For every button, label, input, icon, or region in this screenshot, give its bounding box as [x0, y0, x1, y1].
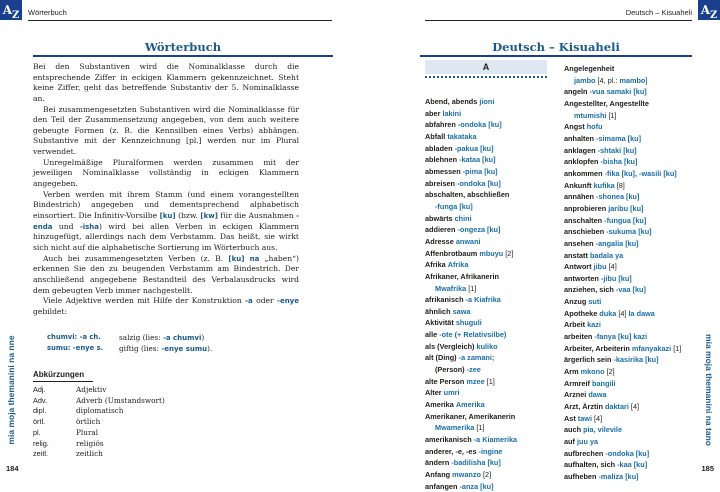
- side-tab-text: mia moja themanini na nne: [6, 335, 16, 445]
- swahili-translation: mwanzo: [452, 470, 481, 479]
- example-row: [47, 344, 212, 355]
- swahili-translation: Amerika: [455, 400, 485, 410]
- dictionary-entry: [425, 376, 561, 388]
- dictionary-entry: [564, 168, 690, 180]
- abbreviation-value: zeitlich: [76, 449, 103, 459]
- page-title: Wörterbuch: [144, 40, 222, 54]
- noun-class: [1]: [476, 423, 485, 433]
- swahili-translation: takataka: [447, 131, 477, 141]
- noun-class: [4]: [630, 402, 640, 412]
- dictionary-entry: [564, 343, 690, 355]
- example-gloss: giftig (lies: -enye sumu).: [119, 343, 213, 353]
- german-headword: abreisen: [425, 178, 456, 188]
- swahili-translation: -kataa [ku]: [459, 155, 496, 165]
- abbreviation-row: [33, 428, 165, 439]
- dictionary-entry: [425, 387, 561, 399]
- dictionary-entry: [425, 399, 561, 411]
- noun-class: [2]: [606, 367, 615, 377]
- german-headword: Ankunft: [564, 180, 592, 190]
- dictionary-entry: [564, 471, 690, 483]
- swahili-translation: dawa: [588, 390, 607, 400]
- swahili-translation: sawa: [452, 306, 471, 316]
- example-gloss: salzig (lies: -a chumvi): [119, 333, 205, 342]
- german-headword: Afrikaner, Afrikanerin: [425, 271, 499, 281]
- abbreviation-row: [33, 385, 165, 396]
- intro-paragraph: Verben werden mit ihrem Stamm (und einem vorangestellten Bindestrich) angegeben und dementsprechend alphabetisch einsortiert. Die Infinitiv-Vorsilbe [ku] (bzw. [kw] für die Ausnahmen -enda und -isha) wird bei allen Verben in eckigen Klammern hinzugefügt, allerdings nach dem Verbstamm. Das heißt, sie wirkt sich nicht auf die alphabetische Sortierung im Wörterbuch aus.: [33, 189, 299, 252]
- abbreviation-value: örtlich: [76, 417, 101, 427]
- swahili-translation: badala ya: [589, 250, 624, 260]
- swahili-translation: mzee: [466, 376, 485, 386]
- dictionary-entry: [564, 121, 690, 133]
- noun-class: [2]: [483, 470, 492, 479]
- intro-paragraph: Viele Adjektive werden mit Hilfe der Konstruktion -a oder -enye gebildet:: [33, 296, 299, 317]
- swahili-translation: -zee: [466, 365, 481, 375]
- intro-paragraph: Bei zusammengesetzten Substantiven wird die Nominalklasse für den Teil der Zusammensetzung angegeben, von dem auch weitere gebeugte Formen (z. B. die Kennsilben eines Verbs) abhängen. Substantive mit der Kennzeichnung [pl.] werden nur im Plural verwendet.: [33, 104, 299, 156]
- german-headword: Adresse: [425, 236, 454, 246]
- dictionary-entry: [564, 296, 690, 308]
- dictionary-entry: [564, 156, 690, 168]
- abbreviations-heading: Abkürzungen: [33, 370, 85, 379]
- dictionary-entry: [425, 434, 561, 446]
- dictionary-entry: [425, 283, 561, 295]
- german-headword: aber: [425, 108, 441, 118]
- swahili-translation: -anza [ku]: [459, 481, 494, 491]
- swahili-translation: -ondoka [ku]: [457, 120, 502, 130]
- page-title: Deutsch – Kisuaheli: [492, 40, 620, 54]
- german-headword: abwärts: [425, 213, 453, 223]
- intro-paragraph: Auch bei zusammengesetzten Verben (z. B. [ku] na „haben“) erkennen Sie den zu beugenden Verbstamm am Bindestrich. Der anschließend angegebene Bestandteil des Verbalausdrucks wird dem gebeugten Verb immer nachgestellt.: [33, 253, 299, 295]
- swahili-translation: -badilisha [ku]: [451, 458, 501, 468]
- german-headword: ankommen: [564, 168, 603, 178]
- swahili-translation: mbuyu: [479, 248, 504, 258]
- dictionary-entry: [564, 273, 690, 285]
- noun-class: [4]: [594, 413, 603, 423]
- dictionary-entry: [425, 131, 561, 143]
- abbreviations-rule: [33, 381, 93, 382]
- swahili-keyword: -enye: [277, 297, 299, 306]
- swahili-translation: -sukuma [ku]: [606, 227, 652, 237]
- az-logo: [0, 0, 22, 20]
- german-headword: Arznei: [564, 390, 587, 400]
- german-headword: Aktivität: [425, 318, 454, 328]
- example-term: chumvi: -a ch.: [47, 333, 101, 341]
- dictionary-entry: [425, 248, 561, 260]
- dictionary-entry: [564, 331, 690, 343]
- swahili-translation: -shonea [ku]: [596, 192, 640, 202]
- german-headword: annähen: [564, 192, 595, 202]
- german-headword: aufbrechen: [564, 448, 604, 458]
- abbreviation-key: Adv.: [33, 395, 48, 405]
- german-headword: alt (Ding): [425, 353, 457, 363]
- section-letter: A: [425, 60, 547, 74]
- dictionary-entry: [564, 226, 690, 238]
- swahili-translation: -ondoka [ku]: [605, 448, 650, 458]
- running-head: Wörterbuch: [28, 8, 67, 17]
- intro-paragraph: Unregelmäßige Pluralformen werden zusammen mit der jeweiligen Nominalklasse vollständig in eckigen Klammern angegeben.: [33, 157, 299, 188]
- german-headword: abladen: [425, 143, 453, 153]
- abbreviation-key: örtl.: [33, 417, 46, 427]
- german-headword: auch: [564, 425, 582, 435]
- german-headword: Alter: [425, 388, 442, 398]
- abbreviation-row: [33, 439, 165, 450]
- running-head: Deutsch – Kisuaheli: [625, 8, 692, 17]
- german-headword: anschieben: [564, 227, 605, 237]
- german-headword: abmessen: [425, 166, 461, 176]
- swahili-keyword: -a chumvi: [162, 334, 202, 342]
- dictionary-entry: [564, 389, 690, 401]
- german-headword: afrikanisch: [425, 295, 464, 305]
- noun-class: [1]: [486, 376, 495, 386]
- german-headword: anprobieren: [564, 203, 607, 213]
- german-headword: anstatt: [564, 250, 588, 260]
- section-dotted-rule: [425, 76, 547, 78]
- swahili-translation: kuliko: [476, 341, 498, 351]
- swahili-translation: -pakua [ku]: [454, 143, 494, 153]
- swahili-keyword: [ku] na: [228, 254, 260, 263]
- german-headword: Arbeit: [564, 320, 586, 330]
- german-headword: Abend, abends: [425, 97, 478, 106]
- abbreviation-key: dipl.: [33, 406, 47, 416]
- dictionary-entry: [425, 352, 561, 364]
- swahili-translation: -fungua [ku]: [604, 215, 647, 225]
- logo-letter-a: A: [700, 3, 710, 17]
- swahili-translation: shuguli: [455, 318, 482, 328]
- swahili-translation: -fanya [ku] kazi: [594, 332, 648, 342]
- swahili-translation: suti: [588, 297, 602, 307]
- dictionary-entry: [564, 284, 690, 296]
- example-row: [47, 333, 212, 344]
- swahili-translation: bangili: [591, 378, 616, 388]
- abbreviation-value: Adjektiv: [76, 385, 107, 394]
- noun-class: [2]: [505, 248, 514, 258]
- dictionary-entry: [564, 424, 690, 436]
- dictionary-entry: [564, 238, 690, 250]
- adjective-examples: [47, 333, 212, 354]
- german-headword: Angst: [564, 122, 585, 132]
- page-number: 185: [701, 464, 714, 473]
- german-headword: Armreif: [564, 378, 590, 388]
- dictionary-entry: [564, 354, 690, 366]
- dictionary-entry: [425, 154, 561, 166]
- swahili-translation: -a Kiamerika: [473, 435, 518, 445]
- dictionary-entry: [564, 308, 690, 320]
- dictionary-entry: [564, 250, 690, 262]
- german-headword: Anfang: [425, 470, 451, 479]
- dictionary-entry: [425, 306, 561, 318]
- swahili-translation: -ote (+ Relativsilbe): [439, 330, 507, 340]
- noun-class: [8]: [616, 180, 625, 190]
- swahili-translation: Mwafrika: [435, 283, 467, 293]
- dictionary-entry: [564, 413, 690, 425]
- swahili-translation: mkono: [580, 367, 605, 377]
- abbreviation-value: religiös: [76, 438, 104, 448]
- swahili-translation: kufika: [593, 180, 615, 190]
- dictionary-column-1: [425, 96, 561, 492]
- page-number: 184: [6, 464, 19, 473]
- noun-class: [4]: [618, 308, 627, 318]
- swahili-translation: kazi: [587, 320, 601, 330]
- swahili-translation: jioni: [479, 97, 495, 106]
- german-qualifier: (Person): [435, 365, 465, 375]
- dictionary-entry: [564, 261, 690, 273]
- dictionary-entry: [564, 448, 690, 460]
- dictionary-entry: [425, 294, 561, 306]
- swahili-translation: mtumishi: [574, 110, 607, 120]
- german-headword: anziehen, sich: [564, 285, 614, 295]
- dictionary-entry: [425, 259, 561, 271]
- dictionary-entry: [564, 319, 690, 331]
- swahili-translation: -shtaki [ku]: [597, 145, 637, 155]
- dictionary-entry: [425, 143, 561, 155]
- dictionary-entry: [564, 86, 690, 98]
- dictionary-column-2: [564, 63, 690, 483]
- dictionary-entry: [564, 110, 690, 122]
- swahili-translation: -a Kiafrika: [465, 295, 501, 305]
- intro-paragraph: Bei den Substantiven wird die Nominalklasse durch die entsprechende Ziffer in eckigen Klammern gekennzeichnet. Steht keine Ziffer, geht das betreffende Substantiv der 5. Nominalklasse an.: [33, 62, 299, 103]
- dictionary-entry: [425, 469, 561, 481]
- noun-class: ]: [645, 75, 648, 85]
- swahili-translation: -kaa [ku]: [617, 460, 648, 470]
- header-rule: [28, 20, 332, 21]
- swahili-translation: mambo: [619, 75, 646, 85]
- abbreviation-key: relig.: [33, 438, 49, 448]
- german-headword: als (Vergleich): [425, 341, 475, 351]
- swahili-keyword: [kw]: [200, 211, 218, 220]
- german-headword: Arzt, Ärztin: [564, 402, 603, 412]
- german-headword: anklagen: [564, 145, 596, 155]
- swahili-keyword: [ku]: [159, 211, 176, 220]
- german-headword: Amerika: [425, 400, 454, 410]
- left-page: [0, 0, 360, 475]
- swahili-translation: chini: [454, 213, 472, 223]
- abbreviation-row: [33, 406, 165, 417]
- swahili-translation: -ondoka [ku]: [457, 178, 501, 188]
- swahili-translation: lakini: [442, 108, 462, 118]
- german-headword: Arm: [564, 367, 579, 377]
- abbreviation-key: pl.: [33, 427, 41, 437]
- dictionary-entry: [425, 119, 561, 131]
- dictionary-entry: [564, 63, 690, 75]
- german-headword: angeln: [564, 87, 588, 97]
- dictionary-entry: [564, 145, 690, 157]
- swahili-translation: pia, vilevile: [583, 425, 623, 435]
- swahili-translation: -vua samaki [ku]: [589, 87, 647, 97]
- dictionary-entry: [425, 178, 561, 190]
- swahili-translation: -a zamani;: [458, 353, 495, 363]
- swahili-translation: Mwamerika: [435, 423, 475, 433]
- dictionary-entry: [425, 422, 561, 434]
- german-headword: anschalten: [564, 215, 603, 225]
- dictionary-entry: [425, 481, 561, 492]
- dictionary-entry: [425, 329, 561, 341]
- dictionary-entry: [425, 108, 561, 120]
- abbreviation-row: [33, 417, 165, 428]
- dictionary-entry: [564, 75, 690, 87]
- abbreviation-value: Plural: [76, 427, 99, 437]
- swahili-translation: duka: [599, 308, 617, 318]
- swahili-translation: jibu: [593, 262, 607, 272]
- noun-class: [4, pl.:: [597, 75, 620, 85]
- german-headword: ablehnen: [425, 155, 458, 165]
- german-headword: Afrika: [425, 260, 446, 270]
- german-headword: Affenbrotbaum: [425, 248, 478, 258]
- dictionary-entry: [564, 459, 690, 471]
- side-tab: [698, 320, 720, 460]
- dictionary-entry: [425, 341, 561, 353]
- dictionary-entry: [425, 96, 561, 108]
- header-rule: [425, 20, 692, 21]
- swahili-translation: la dawa: [628, 308, 655, 318]
- dictionary-entry: [425, 236, 561, 248]
- noun-class: [4]: [608, 262, 617, 272]
- side-tab-text: mia moja themanini na tano: [704, 334, 714, 446]
- swahili-translation: -bisha [ku]: [600, 157, 638, 167]
- swahili-translation: jaribu [ku]: [608, 203, 644, 213]
- german-headword: ärgerlich sein: [564, 355, 612, 365]
- az-logo: [698, 0, 720, 20]
- german-headword: Arbeiter, Arbeiterin: [564, 343, 630, 353]
- swahili-keyword: -a: [245, 297, 253, 306]
- dictionary-entry: [425, 446, 561, 458]
- swahili-translation: -ongeza [ku]: [457, 225, 501, 235]
- swahili-translation: -kasirika [ku]: [613, 355, 659, 365]
- swahili-translation: -simama [ku]: [596, 133, 642, 143]
- logo-letter-z: Z: [12, 10, 20, 21]
- swahili-translation: -angalia [ku]: [595, 238, 639, 248]
- german-headword: Amerikaner, Amerikanerin: [425, 411, 516, 421]
- dictionary-entry: [425, 224, 561, 236]
- dictionary-entry: [564, 180, 690, 192]
- dictionary-entry: [425, 364, 561, 376]
- abbreviation-key: zeitl.: [33, 449, 49, 459]
- dictionary-entry: [564, 203, 690, 215]
- swahili-translation: hofu: [586, 122, 603, 132]
- german-headword: aufhalten, sich: [564, 460, 616, 470]
- german-headword: anfangen: [425, 481, 458, 491]
- german-headword: Antwort: [564, 262, 592, 272]
- german-headword: alte Person: [425, 376, 465, 386]
- swahili-translation: -pima [ku]: [462, 166, 498, 176]
- right-page: [360, 0, 720, 491]
- swahili-translation: daktari: [604, 402, 629, 412]
- german-headword: arbeiten: [564, 332, 593, 342]
- abbreviation-value: Adverb (Umstandswort): [76, 395, 165, 405]
- german-headword: auf: [564, 437, 575, 446]
- dictionary-entry: [425, 271, 561, 283]
- dictionary-entry: [564, 378, 690, 390]
- swahili-translation: -jibu [ku]: [600, 273, 632, 283]
- swahili-translation: -fika [ku], -wasili [ku]: [604, 168, 677, 178]
- german-headword: Ast: [564, 413, 576, 423]
- german-headword: anklopfen: [564, 157, 599, 167]
- noun-class: [1]: [468, 283, 477, 293]
- german-headword: Abfall: [425, 131, 446, 141]
- german-headword: ändern: [425, 458, 450, 468]
- german-headword: alle: [425, 330, 438, 340]
- german-headword: amerikanisch: [425, 435, 472, 445]
- dictionary-entry: [425, 317, 561, 329]
- german-headword: abfahren: [425, 120, 456, 130]
- dictionary-entry: [564, 98, 690, 110]
- abbreviation-row: [33, 449, 165, 460]
- abbreviation-value: diplomatisch: [76, 406, 124, 416]
- swahili-keyword: -isha: [79, 222, 100, 231]
- dictionary-entry: [425, 411, 561, 423]
- example-term: sumu: -enye s.: [47, 343, 104, 352]
- dictionary-entry: [425, 189, 561, 201]
- swahili-translation: Afrika: [447, 260, 469, 270]
- abbreviations-list: [33, 385, 165, 460]
- dictionary-entry: [564, 191, 690, 203]
- title-rule: [420, 55, 692, 57]
- noun-class: [1]: [673, 343, 682, 353]
- side-tab: [0, 320, 22, 460]
- swahili-translation: -funga [ku]: [435, 201, 473, 211]
- swahili-translation: umri: [443, 388, 460, 398]
- german-headword: Apotheke: [564, 308, 598, 318]
- dictionary-entry: [564, 133, 690, 145]
- dictionary-entry: [564, 401, 690, 413]
- logo-letter-z: Z: [710, 10, 718, 21]
- german-headword: abschalten, abschließen: [425, 190, 510, 200]
- abbreviation-key: Adj.: [33, 385, 46, 394]
- german-headword: ähnlich: [425, 306, 451, 316]
- dictionary-entry: [425, 201, 561, 213]
- swahili-translation: -maliza [ku]: [598, 471, 639, 481]
- german-headword: Angestellter, Angestellte: [564, 98, 649, 108]
- abbreviation-row: [33, 396, 165, 407]
- logo-letter-a: A: [2, 3, 12, 17]
- swahili-translation: anwani: [455, 236, 481, 246]
- swahili-translation: tawi: [577, 413, 592, 423]
- swahili-keyword: -enda: [33, 211, 299, 231]
- german-headword: aufheben: [564, 471, 597, 481]
- dictionary-entry: [425, 457, 561, 469]
- dictionary-entry: [425, 166, 561, 178]
- dictionary-entry: [425, 213, 561, 225]
- noun-class: [1]: [608, 110, 617, 120]
- german-headword: ansehen: [564, 238, 594, 248]
- german-headword: antworten: [564, 273, 599, 283]
- german-headword: Angelegenheit: [564, 64, 615, 73]
- german-headword: addieren: [425, 225, 456, 235]
- swahili-translation: jambo: [574, 75, 596, 85]
- swahili-translation: juu ya: [576, 437, 599, 446]
- swahili-translation: mfanyakazi: [631, 343, 672, 353]
- dictionary-entry: [564, 366, 690, 378]
- swahili-translation: -ingine: [478, 446, 503, 456]
- german-headword: Anzug: [564, 297, 587, 307]
- intro-text: [33, 62, 299, 318]
- german-headword: anhalten: [564, 133, 595, 143]
- title-rule: [33, 55, 333, 57]
- german-headword: anderer, -e, -es: [425, 446, 477, 456]
- dictionary-entry: [564, 215, 690, 227]
- swahili-keyword: -enye sumu: [161, 344, 208, 353]
- dictionary-entry: [564, 436, 690, 448]
- swahili-translation: -vaa [ku]: [615, 285, 646, 295]
